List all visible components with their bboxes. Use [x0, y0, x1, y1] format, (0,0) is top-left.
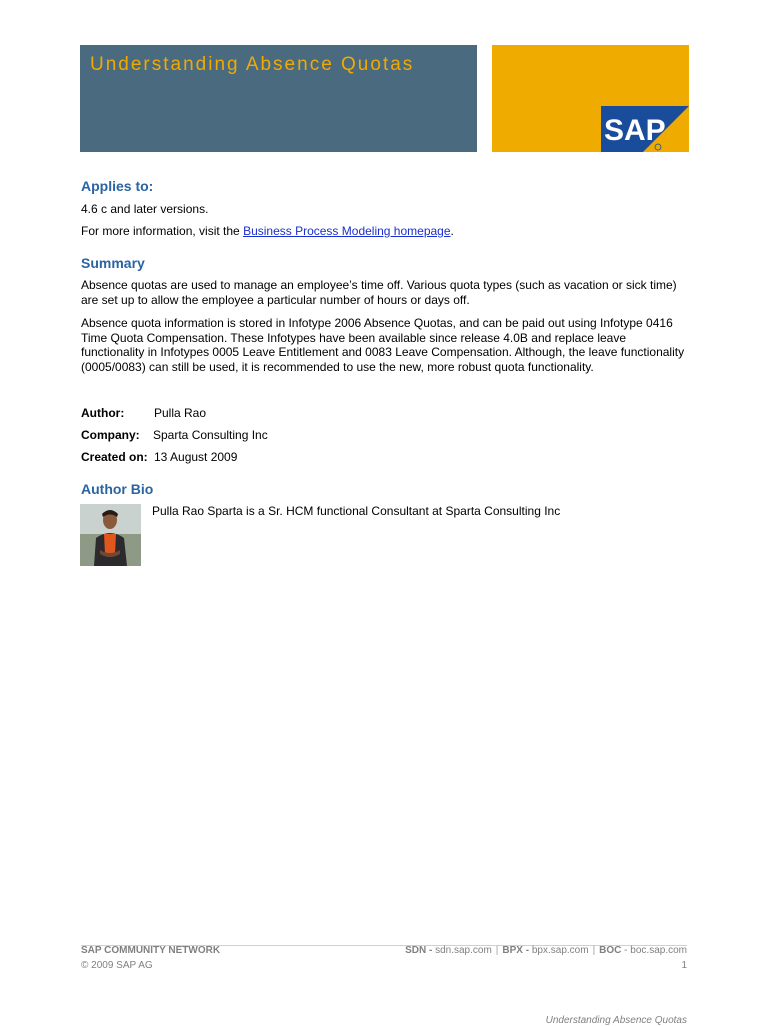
more-info-line: [81, 224, 691, 239]
footer-boc-url[interactable]: - boc.sap.com: [621, 945, 687, 956]
author-label: Author:: [81, 406, 125, 420]
document-title: Understanding Absence Quotas: [90, 54, 415, 75]
author-bio-text: Pulla Rao Sparta is a Sr. HCM functional Consultant at Sparta Consulting Inc: [152, 504, 561, 518]
footer-bpx-label: BPX -: [502, 945, 532, 956]
footer-network: SAP COMMUNITY NETWORK: [81, 945, 221, 956]
summary-paragraph-1: Absence quotas are used to manage an employee’s time off. Various quota types (such as vacation or sick time) are set up to allow the employee a particular number of hours or days off.: [81, 278, 677, 307]
summary-paragraph-2: Absence quota information is stored in Infotype 2006 Absence Quotas, and can be paid out using Infotype 0416 Time Quota Compensation. These Infotypes have been available since release 4.0B and replace leave functionality in Infotypes 0005 Leave Entitlement and 0083 Leave Compensation. Although, the leave functionality (0005/0083) can still be used, it is recommended to use the new, more robust quota functionality.: [81, 316, 685, 374]
footer-sdn-url[interactable]: sdn.sap.com: [435, 945, 492, 956]
versions-text: 4.6 c and later versions.: [81, 202, 209, 216]
title-banner: [80, 45, 477, 152]
sap-logo-text: SAP: [604, 114, 666, 147]
author-portrait-icon: [80, 504, 141, 566]
company-value: Sparta Consulting Inc: [153, 428, 268, 442]
created-value: 13 August 2009: [154, 450, 238, 464]
applies-to-heading: Applies to:: [81, 178, 154, 194]
page-number: 1: [681, 960, 687, 971]
bpm-homepage-link[interactable]: Business Process Modeling homepage: [243, 224, 451, 238]
logo-block: [492, 45, 689, 152]
footer-links: [405, 945, 687, 956]
next-page-header: Understanding Absence Quotas: [545, 1015, 687, 1026]
company-label: Company:: [81, 428, 140, 442]
footer-separator: |: [592, 945, 596, 956]
more-info-suffix: .: [450, 224, 454, 238]
footer-copyright: © 2009 SAP AG: [81, 960, 153, 971]
footer-separator: |: [495, 945, 499, 956]
sap-logo-icon: [601, 106, 689, 152]
footer-sdn-label: SDN -: [405, 945, 436, 956]
footer-bpx-url[interactable]: bpx.sap.com: [531, 945, 589, 956]
author-photo: [80, 504, 141, 566]
created-label: Created on:: [81, 450, 148, 464]
footer-boc-label: BOC: [599, 945, 622, 956]
more-info-prefix: For more information, visit the: [81, 224, 244, 238]
author-value: Pulla Rao: [154, 406, 207, 420]
summary-heading: Summary: [81, 255, 145, 271]
author-bio-heading: Author Bio: [81, 481, 154, 497]
